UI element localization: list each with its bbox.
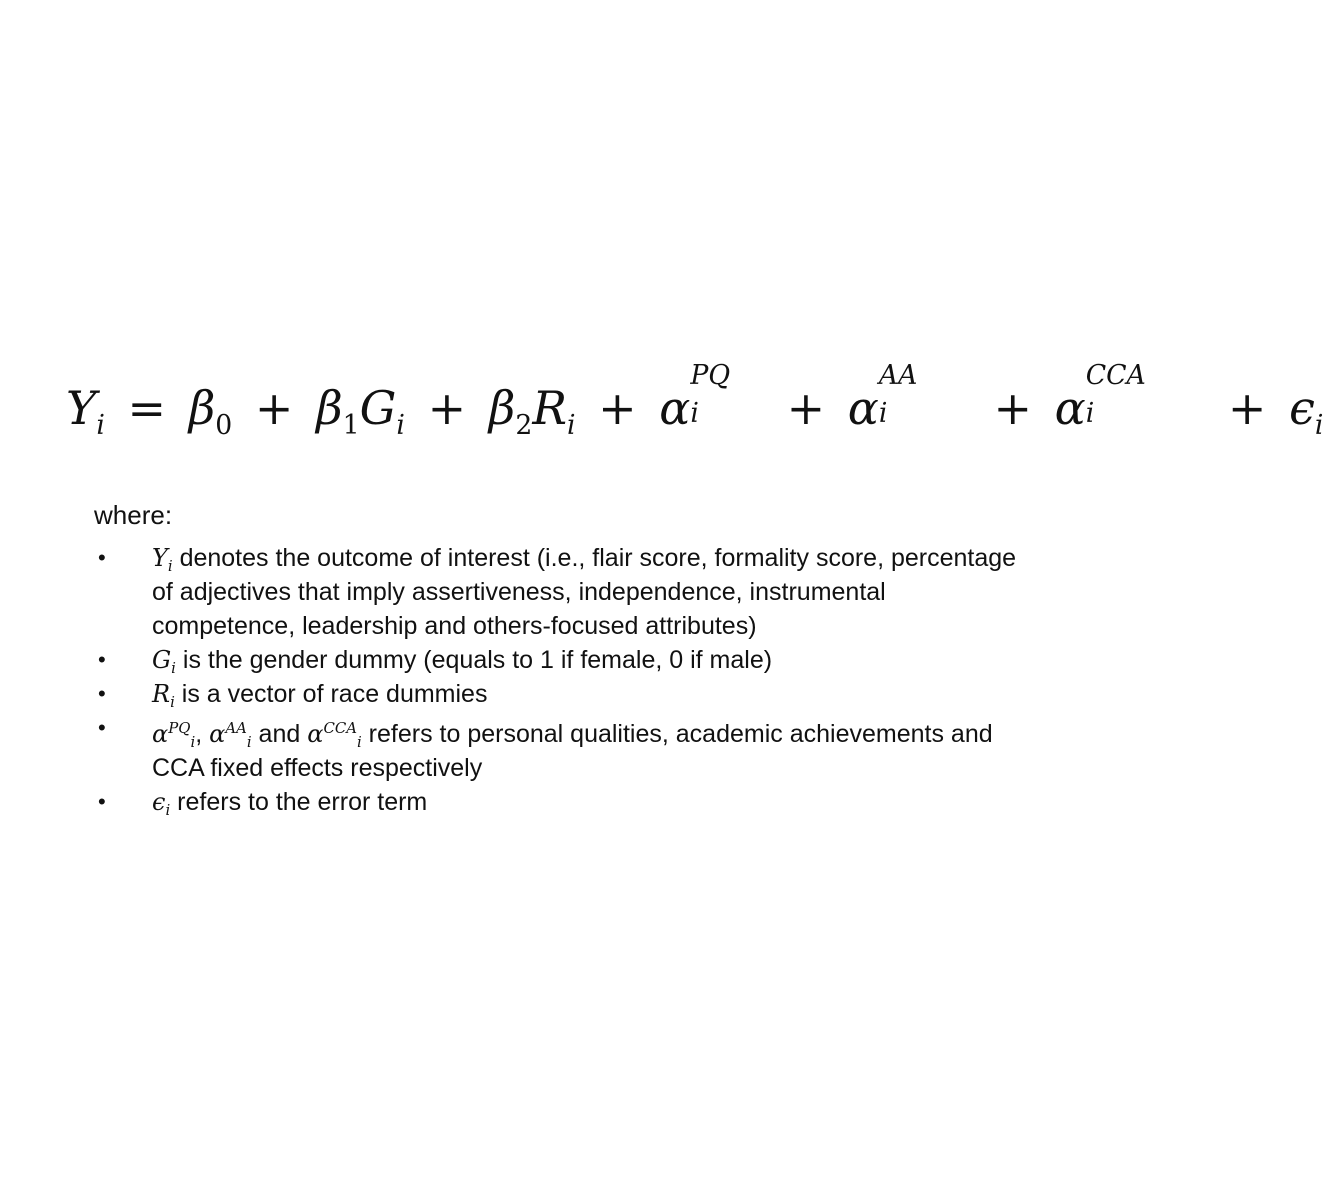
definition-g xyxy=(94,643,1134,677)
definition-epsilon xyxy=(94,785,1134,819)
eq-alpha-cca-scripts: CCA i xyxy=(1085,360,1146,429)
def-alpha-text-1: refers to personal qualities, academic achievements and xyxy=(368,720,993,748)
eq-plus-1: + xyxy=(254,381,294,435)
bullet: • xyxy=(98,647,106,672)
eq-plus-5: + xyxy=(993,381,1032,435)
bullet: • xyxy=(98,681,106,706)
eq-beta1-sub: 1 xyxy=(342,410,360,442)
def-r-text: is a vector of race dummies xyxy=(181,680,488,708)
regression-equation xyxy=(66,360,1323,442)
definitions-list xyxy=(94,541,1134,819)
eq-beta2-sub: 2 xyxy=(515,410,533,442)
def-y-text-2: of adjectives that imply assertiveness, independence, instrumental xyxy=(152,578,886,606)
def-r-var: $R_i$ xyxy=(152,680,175,712)
where-label: where: xyxy=(94,500,173,530)
def-g-var: $G_i$ xyxy=(152,646,176,678)
eq-alpha-pq-scripts: PQ i xyxy=(690,360,731,429)
eq-epsilon-sub: i xyxy=(1314,410,1323,442)
def-y-var: $Y_i$ xyxy=(152,544,173,576)
eq-alpha-pq: α xyxy=(659,381,691,435)
def-eps-var: $\epsilon_i$ xyxy=(152,788,171,820)
definition-y xyxy=(94,541,1134,643)
bullet: • xyxy=(98,789,106,814)
def-alpha-cca: $\alpha^{CCA}_i$ xyxy=(307,719,362,752)
bullet: • xyxy=(98,715,106,740)
eq-alpha-aa: α xyxy=(847,381,879,435)
def-alpha-aa: $\alpha^{AA}_i$ xyxy=(209,719,252,752)
definition-r xyxy=(94,677,1134,711)
eq-y: Y xyxy=(66,381,97,435)
eq-plus-4: + xyxy=(786,381,826,435)
def-alpha-pq: $\alpha^{PQ}_i$ xyxy=(152,719,196,752)
eq-beta1: β xyxy=(316,381,343,435)
def-g-text: is the gender dummy (equals to 1 if female, 0 if male) xyxy=(182,646,773,674)
definition-alpha xyxy=(94,711,1134,785)
eq-epsilon: ϵ xyxy=(1289,381,1315,435)
eq-r-sub: i xyxy=(566,410,576,442)
eq-g-sub: i xyxy=(396,410,405,442)
def-y-text-3: competence, leadership and others-focused attributes) xyxy=(152,612,757,640)
def-alpha-text-2: CCA fixed effects respectively xyxy=(152,754,483,782)
eq-beta0-sub: 0 xyxy=(215,410,233,442)
eq-alpha-cca: α xyxy=(1054,381,1086,435)
eq-plus-6: + xyxy=(1227,381,1267,435)
def-alpha-comma: , xyxy=(195,720,203,748)
eq-y-sub: i xyxy=(96,410,105,442)
bullet: • xyxy=(98,545,106,570)
eq-alpha-aa-scripts: AA i xyxy=(878,360,918,429)
eq-equals: = xyxy=(127,381,167,435)
eq-r: R xyxy=(532,381,567,435)
eq-beta2: β xyxy=(488,381,516,435)
def-alpha-and: and xyxy=(258,720,301,748)
def-y-text-1: denotes the outcome of interest (i.e., flair score, formality score, percentage xyxy=(179,544,1017,572)
eq-plus-2: + xyxy=(427,381,467,435)
eq-plus-3: + xyxy=(598,381,637,435)
eq-beta0: β xyxy=(188,381,216,435)
def-eps-text: refers to the error term xyxy=(177,788,428,816)
eq-g: G xyxy=(359,381,397,435)
